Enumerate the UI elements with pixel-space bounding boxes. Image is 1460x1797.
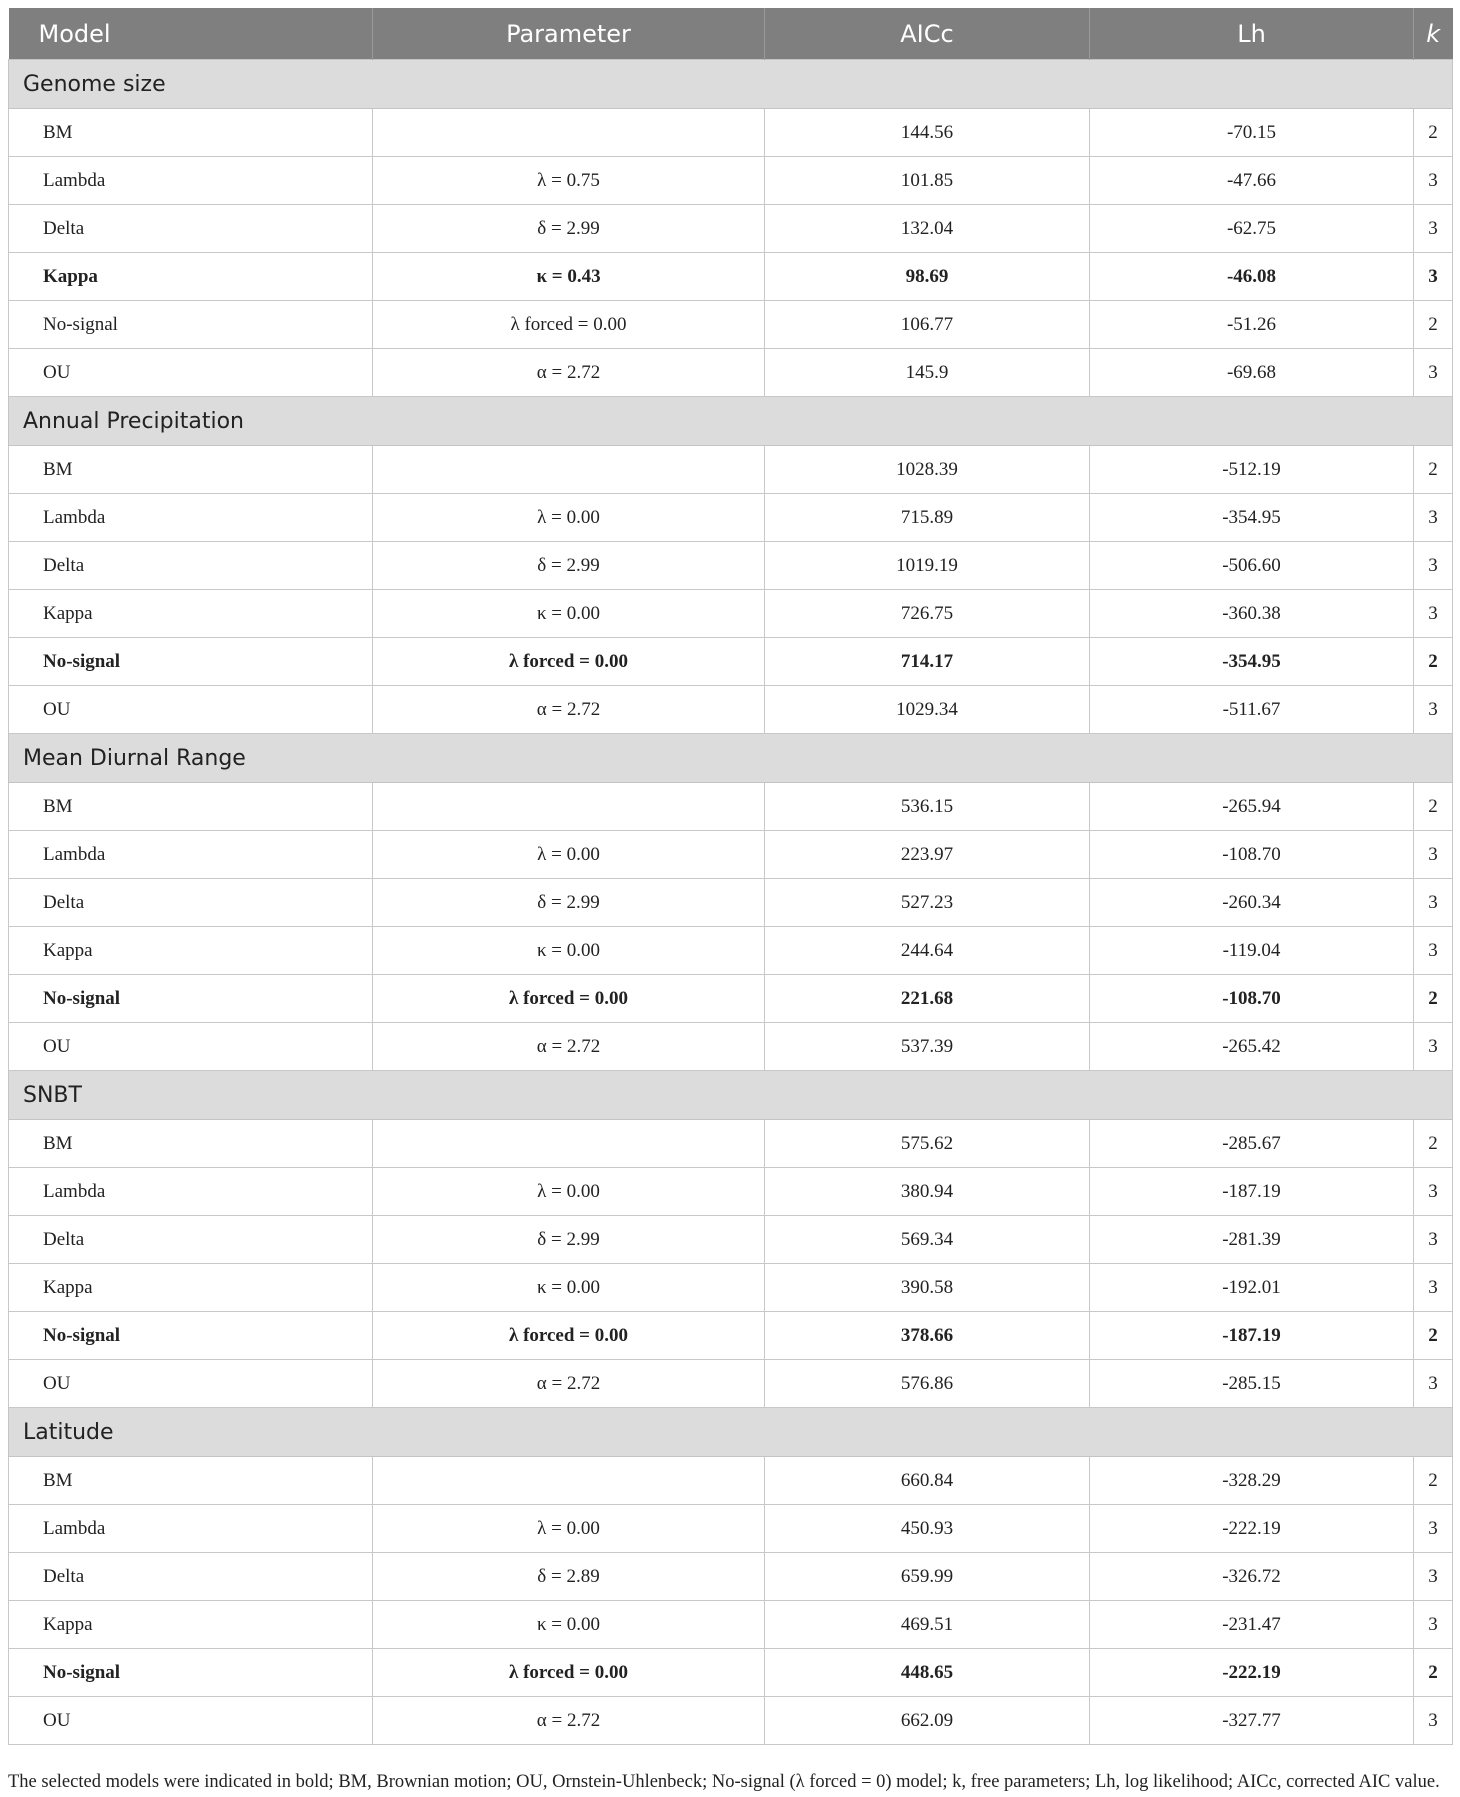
table-row [9, 157, 1453, 205]
cell-k: 2 [1414, 1649, 1453, 1697]
cell-lh: -327.77 [1090, 1697, 1414, 1745]
cell-aicc: 378.66 [765, 1312, 1090, 1360]
cell-aicc: 1019.19 [765, 542, 1090, 590]
cell-aicc: 536.15 [765, 783, 1090, 831]
cell-lh: -265.94 [1090, 783, 1414, 831]
cell-model: Delta [9, 542, 373, 590]
group-header-row [9, 60, 1453, 109]
table-row [9, 1457, 1453, 1505]
table-row [9, 1312, 1453, 1360]
group-header-row [9, 397, 1453, 446]
cell-aicc: 659.99 [765, 1553, 1090, 1601]
table-row [9, 638, 1453, 686]
table-row [9, 927, 1453, 975]
cell-model: Kappa [9, 253, 373, 301]
cell-parameter: λ = 0.00 [373, 1168, 765, 1216]
cell-model: Delta [9, 879, 373, 927]
cell-parameter: κ = 0.00 [373, 1264, 765, 1312]
cell-aicc: 576.86 [765, 1360, 1090, 1408]
cell-parameter: δ = 2.89 [373, 1553, 765, 1601]
group-title: Genome size [9, 60, 1453, 109]
cell-aicc: 726.75 [765, 590, 1090, 638]
cell-k: 2 [1414, 1120, 1453, 1168]
table-row [9, 1023, 1453, 1071]
cell-model: BM [9, 446, 373, 494]
cell-k: 3 [1414, 542, 1453, 590]
cell-aicc: 527.23 [765, 879, 1090, 927]
cell-model: OU [9, 686, 373, 734]
table-row [9, 1649, 1453, 1697]
cell-model: Lambda [9, 494, 373, 542]
group-title: Mean Diurnal Range [9, 734, 1453, 783]
cell-model: OU [9, 1023, 373, 1071]
table-row [9, 253, 1453, 301]
cell-parameter: δ = 2.99 [373, 879, 765, 927]
cell-parameter: λ = 0.75 [373, 157, 765, 205]
cell-k: 3 [1414, 494, 1453, 542]
cell-model: Lambda [9, 1168, 373, 1216]
table-row [9, 879, 1453, 927]
table-row [9, 1120, 1453, 1168]
cell-aicc: 390.58 [765, 1264, 1090, 1312]
group-title: Latitude [9, 1408, 1453, 1457]
cell-lh: -108.70 [1090, 831, 1414, 879]
cell-model: Delta [9, 205, 373, 253]
cell-aicc: 98.69 [765, 253, 1090, 301]
cell-parameter: λ forced = 0.00 [373, 1649, 765, 1697]
cell-k: 2 [1414, 638, 1453, 686]
header-parameter: Parameter [373, 8, 765, 60]
group-title: SNBT [9, 1071, 1453, 1120]
cell-k: 3 [1414, 1264, 1453, 1312]
cell-parameter: κ = 0.00 [373, 1601, 765, 1649]
cell-aicc: 221.68 [765, 975, 1090, 1023]
cell-aicc: 145.9 [765, 349, 1090, 397]
cell-lh: -328.29 [1090, 1457, 1414, 1505]
cell-aicc: 244.64 [765, 927, 1090, 975]
cell-parameter: δ = 2.99 [373, 1216, 765, 1264]
header-k: k [1414, 8, 1453, 60]
cell-lh: -46.08 [1090, 253, 1414, 301]
cell-model: BM [9, 109, 373, 157]
cell-parameter: λ = 0.00 [373, 494, 765, 542]
cell-parameter [373, 1457, 765, 1505]
table-row [9, 831, 1453, 879]
table-row [9, 301, 1453, 349]
cell-model: No-signal [9, 638, 373, 686]
cell-parameter: α = 2.72 [373, 1697, 765, 1745]
cell-parameter: λ forced = 0.00 [373, 975, 765, 1023]
cell-k: 2 [1414, 1312, 1453, 1360]
cell-model: Delta [9, 1216, 373, 1264]
cell-lh: -108.70 [1090, 975, 1414, 1023]
cell-lh: -187.19 [1090, 1312, 1414, 1360]
cell-model: Kappa [9, 590, 373, 638]
cell-aicc: 223.97 [765, 831, 1090, 879]
cell-model: Kappa [9, 927, 373, 975]
cell-aicc: 715.89 [765, 494, 1090, 542]
cell-aicc: 537.39 [765, 1023, 1090, 1071]
cell-lh: -231.47 [1090, 1601, 1414, 1649]
cell-k: 3 [1414, 157, 1453, 205]
table-row [9, 590, 1453, 638]
cell-aicc: 575.62 [765, 1120, 1090, 1168]
cell-aicc: 569.34 [765, 1216, 1090, 1264]
table-row [9, 1601, 1453, 1649]
cell-aicc: 714.17 [765, 638, 1090, 686]
table-row [9, 349, 1453, 397]
cell-k: 3 [1414, 1601, 1453, 1649]
cell-k: 3 [1414, 1553, 1453, 1601]
table-row [9, 975, 1453, 1023]
cell-lh: -192.01 [1090, 1264, 1414, 1312]
cell-k: 3 [1414, 1697, 1453, 1745]
table-row [9, 109, 1453, 157]
cell-k: 2 [1414, 301, 1453, 349]
cell-k: 2 [1414, 446, 1453, 494]
group-header-row [9, 1071, 1453, 1120]
cell-model: BM [9, 1120, 373, 1168]
cell-lh: -265.42 [1090, 1023, 1414, 1071]
header-lh: Lh [1090, 8, 1414, 60]
results-table [8, 8, 1453, 1745]
cell-model: Lambda [9, 157, 373, 205]
cell-lh: -354.95 [1090, 638, 1414, 686]
cell-lh: -511.67 [1090, 686, 1414, 734]
cell-parameter [373, 783, 765, 831]
cell-model: No-signal [9, 1312, 373, 1360]
cell-model: OU [9, 349, 373, 397]
cell-k: 3 [1414, 253, 1453, 301]
table-row [9, 686, 1453, 734]
cell-k: 3 [1414, 349, 1453, 397]
cell-parameter: κ = 0.43 [373, 253, 765, 301]
cell-model: Kappa [9, 1601, 373, 1649]
cell-aicc: 380.94 [765, 1168, 1090, 1216]
cell-k: 3 [1414, 1168, 1453, 1216]
cell-model: BM [9, 783, 373, 831]
cell-parameter: λ forced = 0.00 [373, 1312, 765, 1360]
cell-k: 3 [1414, 831, 1453, 879]
table-row [9, 494, 1453, 542]
table-row [9, 1553, 1453, 1601]
cell-model: No-signal [9, 301, 373, 349]
table-row [9, 1360, 1453, 1408]
cell-parameter: α = 2.72 [373, 349, 765, 397]
cell-lh: -187.19 [1090, 1168, 1414, 1216]
cell-parameter: λ forced = 0.00 [373, 638, 765, 686]
cell-k: 3 [1414, 1216, 1453, 1264]
cell-parameter [373, 446, 765, 494]
cell-model: Delta [9, 1553, 373, 1601]
group-title: Annual Precipitation [9, 397, 1453, 446]
cell-aicc: 662.09 [765, 1697, 1090, 1745]
cell-k: 3 [1414, 686, 1453, 734]
cell-lh: -354.95 [1090, 494, 1414, 542]
group-header-row [9, 734, 1453, 783]
table-row [9, 1505, 1453, 1553]
table-row [9, 1168, 1453, 1216]
cell-lh: -360.38 [1090, 590, 1414, 638]
cell-k: 2 [1414, 1457, 1453, 1505]
cell-k: 3 [1414, 927, 1453, 975]
header-model: Model [9, 8, 373, 60]
cell-aicc: 144.56 [765, 109, 1090, 157]
cell-lh: -285.15 [1090, 1360, 1414, 1408]
cell-aicc: 106.77 [765, 301, 1090, 349]
cell-parameter: δ = 2.99 [373, 205, 765, 253]
cell-lh: -119.04 [1090, 927, 1414, 975]
cell-k: 2 [1414, 783, 1453, 831]
cell-lh: -47.66 [1090, 157, 1414, 205]
cell-k: 2 [1414, 109, 1453, 157]
cell-lh: -62.75 [1090, 205, 1414, 253]
cell-parameter: λ forced = 0.00 [373, 301, 765, 349]
table-row [9, 1264, 1453, 1312]
cell-model: No-signal [9, 1649, 373, 1697]
cell-k: 3 [1414, 1360, 1453, 1408]
group-header-row [9, 1408, 1453, 1457]
cell-model: Lambda [9, 1505, 373, 1553]
cell-k: 2 [1414, 975, 1453, 1023]
cell-model: OU [9, 1697, 373, 1745]
cell-parameter: κ = 0.00 [373, 590, 765, 638]
cell-lh: -69.68 [1090, 349, 1414, 397]
cell-lh: -51.26 [1090, 301, 1414, 349]
cell-lh: -285.67 [1090, 1120, 1414, 1168]
cell-parameter: δ = 2.99 [373, 542, 765, 590]
header-row [9, 8, 1453, 60]
cell-aicc: 450.93 [765, 1505, 1090, 1553]
table-row [9, 1216, 1453, 1264]
table-row [9, 205, 1453, 253]
cell-parameter: κ = 0.00 [373, 927, 765, 975]
cell-k: 3 [1414, 590, 1453, 638]
table-row [9, 542, 1453, 590]
cell-parameter: α = 2.72 [373, 1360, 765, 1408]
cell-lh: -70.15 [1090, 109, 1414, 157]
cell-k: 3 [1414, 879, 1453, 927]
cell-aicc: 469.51 [765, 1601, 1090, 1649]
cell-parameter: α = 2.72 [373, 686, 765, 734]
cell-lh: -281.39 [1090, 1216, 1414, 1264]
cell-lh: -222.19 [1090, 1649, 1414, 1697]
cell-aicc: 660.84 [765, 1457, 1090, 1505]
header-aicc: AICc [765, 8, 1090, 60]
cell-aicc: 132.04 [765, 205, 1090, 253]
table-row [9, 783, 1453, 831]
cell-lh: -512.19 [1090, 446, 1414, 494]
table-body [9, 60, 1453, 1745]
cell-k: 3 [1414, 205, 1453, 253]
table-row [9, 446, 1453, 494]
cell-parameter: λ = 0.00 [373, 1505, 765, 1553]
cell-lh: -260.34 [1090, 879, 1414, 927]
cell-aicc: 1029.34 [765, 686, 1090, 734]
cell-model: OU [9, 1360, 373, 1408]
cell-parameter: α = 2.72 [373, 1023, 765, 1071]
cell-parameter [373, 109, 765, 157]
cell-lh: -222.19 [1090, 1505, 1414, 1553]
cell-model: Lambda [9, 831, 373, 879]
cell-aicc: 101.85 [765, 157, 1090, 205]
cell-parameter [373, 1120, 765, 1168]
table-row [9, 1697, 1453, 1745]
table-footnote: The selected models were indicated in bold; BM, Brownian motion; OU, Ornstein-Uhlenbeck; No-signal (λ forced = 0) model; k, free parameters; Lh, log likelihood; AICc, corrected AIC value. [8, 1772, 1440, 1792]
cell-model: No-signal [9, 975, 373, 1023]
cell-lh: -506.60 [1090, 542, 1414, 590]
cell-aicc: 1028.39 [765, 446, 1090, 494]
cell-lh: -326.72 [1090, 1553, 1414, 1601]
cell-parameter: λ = 0.00 [373, 831, 765, 879]
cell-model: Kappa [9, 1264, 373, 1312]
cell-model: BM [9, 1457, 373, 1505]
cell-k: 3 [1414, 1505, 1453, 1553]
cell-k: 3 [1414, 1023, 1453, 1071]
cell-aicc: 448.65 [765, 1649, 1090, 1697]
